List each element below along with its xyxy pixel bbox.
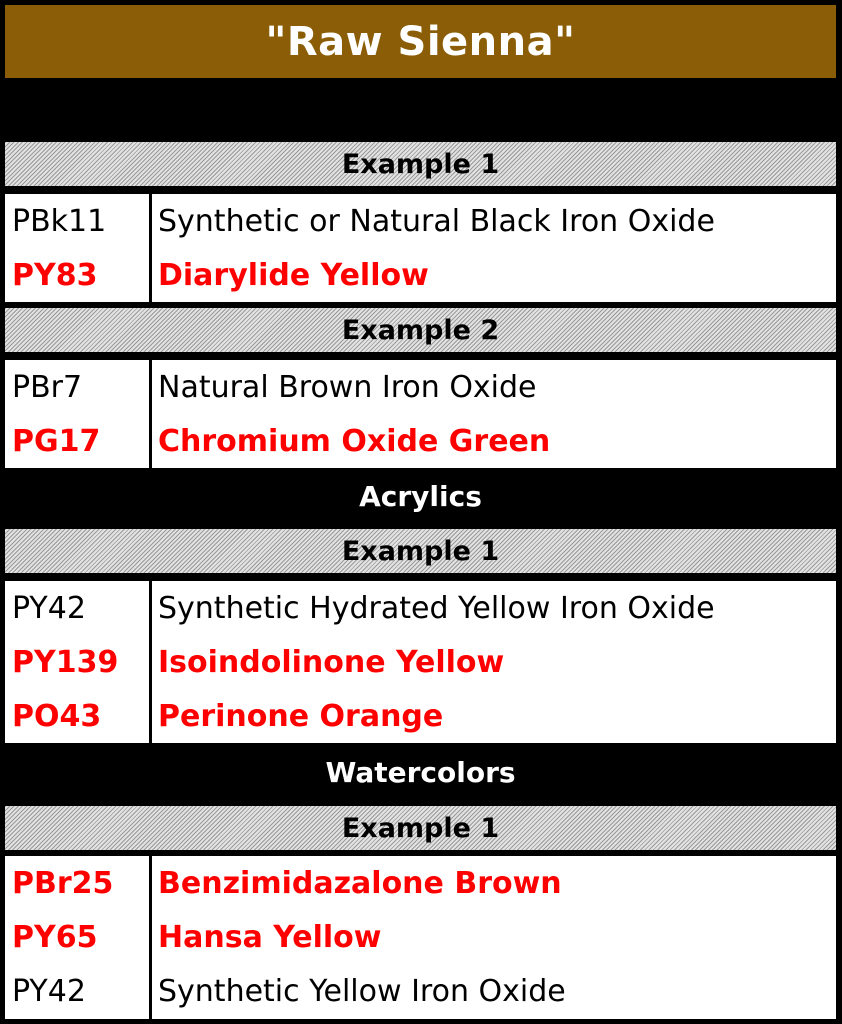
example-header: Example 1 [5,529,836,573]
pigment-row-highlight [5,635,836,689]
pigment-code: PBr7 [12,369,83,405]
example-header: Example 1 [5,142,836,186]
pigment-block [5,581,836,743]
pigment-name: Isoindolinone Yellow [158,644,505,680]
example-header: Example 2 [5,308,836,352]
pigment-code: PY65 [12,919,98,955]
pigment-code: PY139 [12,644,119,680]
pigment-row [5,581,836,635]
pigment-row-highlight [5,414,836,468]
page-title: "Raw Sienna" [5,5,836,78]
pigment-block [5,194,836,302]
pigment-block [5,856,836,1019]
section-heading-watercolors: Watercolors [325,755,516,789]
pigment-row-highlight [5,248,836,302]
pigment-name: Chromium Oxide Green [158,423,551,459]
pigment-row-highlight [5,910,836,964]
pigment-name: Perinone Orange [158,698,444,734]
pigment-name: Synthetic Yellow Iron Oxide [158,973,566,1009]
pigment-code: PY42 [12,590,86,626]
pigment-name: Hansa Yellow [158,919,382,955]
pigment-name: Benzimidazalone Brown [158,865,562,901]
pigment-row-highlight [5,856,836,910]
pigment-name: Synthetic Hydrated Yellow Iron Oxide [158,590,715,626]
pigment-code: PBk11 [12,203,107,239]
pigment-row [5,360,836,414]
pigment-name: Synthetic or Natural Black Iron Oxide [158,203,715,239]
pigment-code: PY83 [12,257,98,293]
pigment-code: PBr25 [12,865,114,901]
pigment-code: PO43 [12,698,102,734]
example-header: Example 1 [5,806,836,850]
pigment-code: PG17 [12,423,101,459]
pigment-code: PY42 [12,973,86,1009]
pigment-row [5,194,836,248]
pigment-name: Diarylide Yellow [158,257,429,293]
pigment-row-highlight [5,689,836,743]
section-heading-acrylics: Acrylics [359,479,482,513]
pigment-row [5,964,836,1018]
pigment-block [5,360,836,468]
pigment-name: Natural Brown Iron Oxide [158,369,537,405]
